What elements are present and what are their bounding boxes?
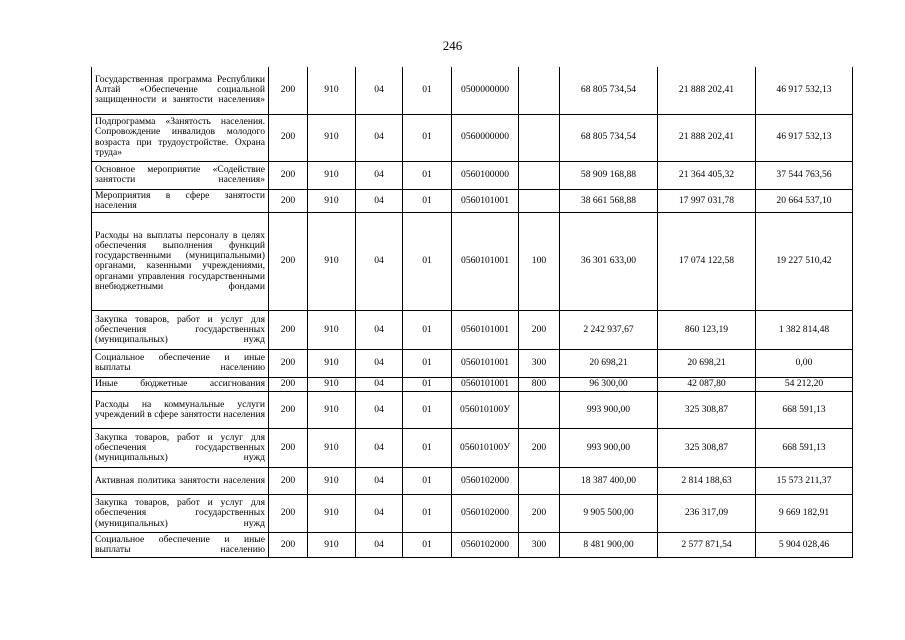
row-name: Подпрограмма «Занятость населения. Сопровождение инвалидов молодого возраста при трудоустройстве. Охрана труда» [92, 114, 269, 161]
amount-plan: 20 698,21 [560, 349, 658, 377]
target-article: 0560100000 [452, 161, 519, 189]
target-article: 0560000000 [452, 114, 519, 161]
amount-plan: 9 905 500,00 [560, 494, 658, 532]
row-name: Расходы на коммунальные услуги учреждений в сфере занятости населения [92, 391, 269, 428]
table-row [92, 212, 853, 310]
amount-executed: 17 997 031,78 [658, 189, 756, 212]
amount-plan: 68 805 734,54 [560, 67, 658, 114]
row-name: Иные бюджетные ассигнования [92, 377, 269, 391]
grbs-code: 200 [269, 310, 308, 349]
target-article: 0560101001 [452, 310, 519, 349]
grbs-code: 200 [269, 377, 308, 391]
department-code: 910 [308, 114, 356, 161]
subsection-code: 01 [403, 494, 452, 532]
grbs-code: 200 [269, 467, 308, 494]
subsection-code: 01 [403, 467, 452, 494]
row-name: Социальное обеспечение и иные выплаты населению [92, 532, 269, 557]
row-name: Закупка товаров, работ и услуг для обеспечения государственных (муниципальных) нужд [92, 494, 269, 532]
expense-type [519, 467, 560, 494]
amount-executed: 236 317,09 [658, 494, 756, 532]
amount-executed: 2 814 188,63 [658, 467, 756, 494]
table-row [92, 428, 853, 467]
department-code: 910 [308, 428, 356, 467]
page-number: 246 [442, 38, 463, 53]
amount-plan: 993 900,00 [560, 428, 658, 467]
expense-type: 200 [519, 310, 560, 349]
section-code: 04 [356, 212, 403, 310]
department-code: 910 [308, 67, 356, 114]
amount-plan: 8 481 900,00 [560, 532, 658, 557]
amount-executed: 2 577 871,54 [658, 532, 756, 557]
target-article: 0560101001 [452, 212, 519, 310]
expense-type: 200 [519, 494, 560, 532]
amount-plan: 58 909 168,88 [560, 161, 658, 189]
expense-type: 300 [519, 349, 560, 377]
row-name: Закупка товаров, работ и услуг для обеспечения государственных (муниципальных) нужд [92, 428, 269, 467]
grbs-code: 200 [269, 212, 308, 310]
amount-remaining: 0,00 [756, 349, 853, 377]
amount-plan: 36 301 633,00 [560, 212, 658, 310]
expense-type: 200 [519, 428, 560, 467]
amount-remaining: 19 227 510,42 [756, 212, 853, 310]
row-name: Основное мероприятие «Содействие занятости населения» [92, 161, 269, 189]
grbs-code: 200 [269, 391, 308, 428]
amount-plan: 96 300,00 [560, 377, 658, 391]
amount-executed: 21 364 405,32 [658, 161, 756, 189]
grbs-code: 200 [269, 349, 308, 377]
amount-remaining: 54 212,20 [756, 377, 853, 391]
section-code: 04 [356, 428, 403, 467]
amount-remaining: 15 573 211,37 [756, 467, 853, 494]
amount-plan: 993 900,00 [560, 391, 658, 428]
target-article: 0560102000 [452, 532, 519, 557]
subsection-code: 01 [403, 391, 452, 428]
subsection-code: 01 [403, 189, 452, 212]
department-code: 910 [308, 532, 356, 557]
expense-type [519, 67, 560, 114]
department-code: 910 [308, 494, 356, 532]
grbs-code: 200 [269, 67, 308, 114]
table-row [92, 161, 853, 189]
subsection-code: 01 [403, 532, 452, 557]
amount-remaining: 9 669 182,91 [756, 494, 853, 532]
table-body [92, 67, 853, 557]
table-row [92, 189, 853, 212]
target-article: 0500000000 [452, 67, 519, 114]
amount-executed: 860 123,19 [658, 310, 756, 349]
amount-executed: 325 308,87 [658, 428, 756, 467]
subsection-code: 01 [403, 377, 452, 391]
department-code: 910 [308, 212, 356, 310]
subsection-code: 01 [403, 428, 452, 467]
section-code: 04 [356, 114, 403, 161]
section-code: 04 [356, 349, 403, 377]
section-code: 04 [356, 377, 403, 391]
amount-executed: 20 698,21 [658, 349, 756, 377]
subsection-code: 01 [403, 212, 452, 310]
subsection-code: 01 [403, 67, 452, 114]
amount-remaining: 1 382 814,48 [756, 310, 853, 349]
row-name: Социальное обеспечение и иные выплаты населению [92, 349, 269, 377]
target-article: 0560101001 [452, 377, 519, 391]
amount-remaining: 20 664 537,10 [756, 189, 853, 212]
table-row [92, 377, 853, 391]
expense-type: 100 [519, 212, 560, 310]
table-row [92, 494, 853, 532]
row-name: Государственная программа Республики Алтай «Обеспечение социальной защищенности и занятости населения» [92, 67, 269, 114]
section-code: 04 [356, 391, 403, 428]
department-code: 910 [308, 161, 356, 189]
target-article: 0560102000 [452, 494, 519, 532]
subsection-code: 01 [403, 310, 452, 349]
amount-executed: 21 888 202,41 [658, 67, 756, 114]
table-row [92, 467, 853, 494]
expense-type [519, 189, 560, 212]
table-row [92, 391, 853, 428]
expense-type [519, 114, 560, 161]
target-article: 0560102000 [452, 467, 519, 494]
amount-plan: 38 661 568,88 [560, 189, 658, 212]
row-name: Закупка товаров, работ и услуг для обеспечения государственных (муниципальных) нужд [92, 310, 269, 349]
department-code: 910 [308, 377, 356, 391]
amount-executed: 17 074 122,58 [658, 212, 756, 310]
subsection-code: 01 [403, 114, 452, 161]
table-row [92, 310, 853, 349]
amount-remaining: 668 591,13 [756, 428, 853, 467]
amount-remaining: 5 904 028,46 [756, 532, 853, 557]
target-article: 056010100У [452, 428, 519, 467]
department-code: 910 [308, 467, 356, 494]
amount-remaining: 37 544 763,56 [756, 161, 853, 189]
target-article: 056010100У [452, 391, 519, 428]
expense-type: 800 [519, 377, 560, 391]
amount-executed: 42 087,80 [658, 377, 756, 391]
section-code: 04 [356, 310, 403, 349]
amount-executed: 325 308,87 [658, 391, 756, 428]
section-code: 04 [356, 161, 403, 189]
amount-remaining: 46 917 532,13 [756, 114, 853, 161]
table-row [92, 67, 853, 114]
grbs-code: 200 [269, 428, 308, 467]
grbs-code: 200 [269, 161, 308, 189]
budget-table [91, 67, 853, 558]
section-code: 04 [356, 467, 403, 494]
amount-executed: 21 888 202,41 [658, 114, 756, 161]
table-row [92, 349, 853, 377]
expense-type [519, 391, 560, 428]
amount-plan: 2 242 937,67 [560, 310, 658, 349]
department-code: 910 [308, 189, 356, 212]
amount-remaining: 668 591,13 [756, 391, 853, 428]
target-article: 0560101001 [452, 349, 519, 377]
target-article: 0560101001 [452, 189, 519, 212]
department-code: 910 [308, 310, 356, 349]
department-code: 910 [308, 391, 356, 428]
subsection-code: 01 [403, 161, 452, 189]
row-name: Расходы на выплаты персоналу в целях обеспечения выполнения функций государственными (муниципальными) органами, казенными учреждениями, органами управления государственными внебюджетными фондами [92, 212, 269, 310]
grbs-code: 200 [269, 494, 308, 532]
section-code: 04 [356, 532, 403, 557]
expense-type: 300 [519, 532, 560, 557]
table-row [92, 532, 853, 557]
section-code: 04 [356, 494, 403, 532]
grbs-code: 200 [269, 189, 308, 212]
department-code: 910 [308, 349, 356, 377]
grbs-code: 200 [269, 114, 308, 161]
row-name: Активная политика занятости населения [92, 467, 269, 494]
subsection-code: 01 [403, 349, 452, 377]
amount-plan: 18 387 400,00 [560, 467, 658, 494]
expense-type [519, 161, 560, 189]
grbs-code: 200 [269, 532, 308, 557]
amount-plan: 68 805 734,54 [560, 114, 658, 161]
table-row [92, 114, 853, 161]
section-code: 04 [356, 67, 403, 114]
amount-remaining: 46 917 532,13 [756, 67, 853, 114]
section-code: 04 [356, 189, 403, 212]
row-name: Мероприятия в сфере занятости населения [92, 189, 269, 212]
